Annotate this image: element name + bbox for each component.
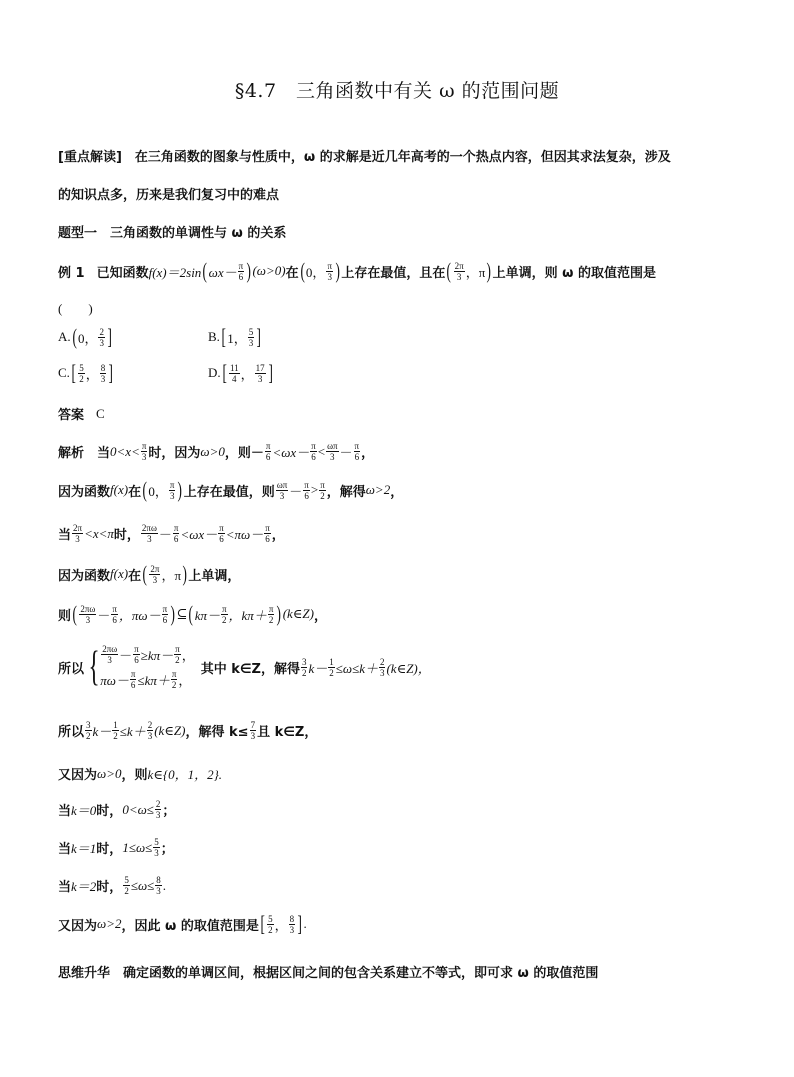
summary-line bbox=[58, 962, 598, 981]
option-d: D. [ 11 4 ， 17 3 ] bbox=[208, 360, 273, 385]
summary-label: 思维升华 bbox=[58, 966, 111, 981]
intro-text-1: 在三角函数的图象与性质中，ω 的求解是近几年高考的一个热点内容，但因其求法复杂，涉及 bbox=[121, 150, 671, 165]
intro-line-1 bbox=[58, 146, 671, 165]
example-paren: ( ) bbox=[58, 301, 93, 316]
solution-line-11: 当 k＝2 时， $\frac{5}{2}$ ≤ω≤ $\frac{8}{3}$ . bbox=[58, 875, 167, 896]
intro-tag: [重点解读] bbox=[58, 150, 122, 165]
solution-line-7: 所以 3 2 k－ $\frac{1}{2}$ ≤k＋ 2 3 (k∈Z) ，解得 k≤ $\frac{7}{3}$ 且 k∈Z， bbox=[58, 720, 318, 741]
solution-line-6: 所以 { 2πω 3 － $\frac{\pi}{6}$ ≥kπ－ π 2 ， πω－ $\frac{\pi}{6}$ ≤kπ＋ π 2 ， 其中 k∈Z，解得 3 2 k－ $\frac{1}{2}$ ≤ω≤k＋ 2 3 (k∈Z)， bbox=[58, 644, 431, 690]
intro-line-2 bbox=[58, 184, 279, 203]
solution-line-1: 解析 当 0<x< π 3 时，因为 ω>0 ，则－ π 6 <ωx－ π 6 < ωπ 3 － π 6 ， bbox=[58, 441, 375, 462]
example-line: 例 1 已知函数 f(x)＝2sin ( ωx－ π 6 ) (ω>0) 在 ( 0， π 3 ) 上存在最值，且在 ( 2π 3 ，π ) 上单调，则 ω 的取值范围是 bbox=[58, 258, 656, 283]
answer-value: C bbox=[96, 405, 105, 421]
frac-pi-over-6: π 6 bbox=[238, 260, 244, 282]
option-c: C. [ 5 2 ， 8 3 ] bbox=[58, 360, 114, 385]
answer-line bbox=[58, 404, 105, 423]
solution-line-3: 当 2π 3 <x<π 时， 2πω 3 － π 6 <ωx－ π 6 <πω－ π 6 ， bbox=[58, 523, 285, 544]
summary-text: 确定函数的单调区间，根据区间之间的包含关系建立不等式，即可求 ω 的取值范围 bbox=[110, 966, 599, 981]
solution-line-4: 因为函数 f(x) 在 ( 2π 3 ，π ) 上单调， bbox=[58, 561, 241, 586]
answer-label: 答案 bbox=[58, 408, 85, 423]
topic-heading: 题型一 三角函数的单调性与 ω 的关系 bbox=[58, 226, 287, 241]
solution-line-5: 则 ( 2πω 3 － π 6 ，πω－ π 6 ) ⊆ ( kπ－ π 2 ，kπ＋ π 2 ) (k∈Z) ， bbox=[58, 601, 327, 626]
option-b: B. [ 1， 5 3 ] bbox=[208, 324, 262, 349]
solution-line-2: 因为函数 f(x) 在 ( 0， π 3 ) 上存在最值，则 ωπ 3 － π 6 > π 2 ，解得 ω>2 ， bbox=[58, 477, 404, 502]
example-label: 例 1 bbox=[58, 265, 85, 281]
inequality-system: 2πω 3 － $\frac{\pi}{6}$ ≥kπ－ π 2 ， πω－ $\frac{\pi}{6}$ ≤kπ＋ π 2 ， bbox=[100, 644, 195, 690]
option-a: A. ( 0， 2 3 ] bbox=[58, 324, 112, 349]
section-title: §4.7 三角函数中有关 ω 的范围问题 bbox=[234, 80, 560, 102]
solution-line-8: 又因为 ω>0 ，则 k∈{0，1，2}. bbox=[58, 765, 223, 783]
solution-line-10: 当 k＝1 时， 1≤ω≤ $\frac{5}{3}$ ； bbox=[58, 837, 174, 858]
solution-line-12: 又因为 ω>2 ，因此 ω 的取值范围是 [ 5 2 ， 8 3 ] . bbox=[58, 911, 307, 936]
solution-line-9: 当 k＝0 时， 0<ω≤ $\frac{2}{3}$ ； bbox=[58, 799, 176, 820]
intro-text-2: 的知识点多，历来是我们复习中的难点 bbox=[58, 188, 280, 203]
